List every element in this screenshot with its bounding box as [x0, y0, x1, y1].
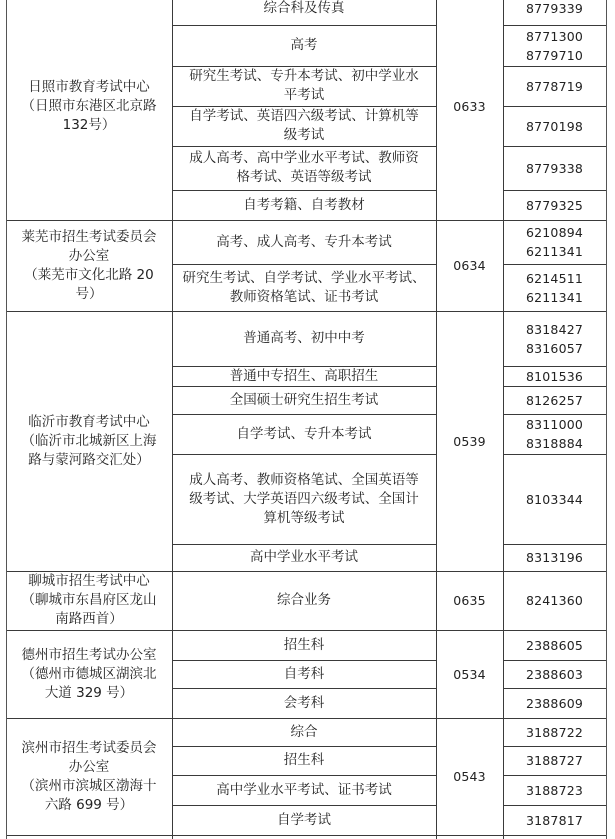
unit-cell-text: [6, 646, 172, 703]
row-divider: [172, 146, 437, 147]
service-cell-text: [172, 781, 436, 800]
text-line: 会考科: [283, 694, 325, 711]
text-line: 南路西首）: [55, 611, 123, 627]
row-divider: [172, 386, 437, 387]
text-line: 6214511: [525, 270, 584, 286]
text-line: （德州市德城区湖滨北: [21, 665, 157, 682]
row-divider: [503, 106, 607, 107]
row-divider: [503, 688, 607, 689]
phone-cell: [503, 746, 606, 775]
row-divider: [6, 835, 607, 836]
text-line: 高考: [290, 37, 318, 53]
text-line: 格考试、英语等级考试: [236, 169, 372, 185]
text-line: 六路 699 号）: [44, 796, 134, 813]
text-line: 132号）: [62, 116, 116, 133]
text-line: （滨州市滨城区渤海十: [21, 777, 157, 794]
area-code-cell: [436, 718, 503, 835]
unit-cell: [6, 220, 172, 311]
area-code-cell-text: [436, 767, 503, 786]
service-cell-text: [172, 751, 436, 770]
unit-cell: [6, 718, 172, 835]
row-divider: [172, 25, 437, 26]
text-line: 滨州市招生考试委员会: [21, 739, 157, 756]
text-line: 3188722: [525, 724, 584, 740]
text-line: 8313196: [525, 550, 584, 565]
row-divider: [503, 805, 607, 806]
phone-cell: [503, 146, 606, 190]
text-line: 路与蒙河路交汇处）: [28, 451, 150, 468]
service-cell: [172, 0, 436, 25]
text-line: 级考试: [283, 127, 325, 143]
phone-cell-text: [503, 548, 606, 567]
phone-cell-text: [503, 223, 606, 261]
row-divider: [503, 746, 607, 747]
phone-cell: [503, 190, 606, 220]
service-cell-text: [172, 591, 436, 610]
service-cell: [172, 106, 436, 146]
phone-cell: [503, 454, 606, 544]
phone-cell: [503, 264, 606, 311]
text-line: 0543: [453, 769, 486, 784]
service-cell: [172, 660, 436, 688]
service-cell-text: [172, 196, 436, 215]
row-divider: [172, 688, 437, 689]
service-cell-text: [172, 811, 436, 830]
phone-cell: [503, 414, 606, 454]
service-cell-text: [172, 367, 436, 386]
row-divider: [503, 66, 607, 67]
unit-cell-text: [6, 739, 172, 815]
text-line: 6211341: [525, 244, 584, 259]
service-cell-text: [172, 548, 436, 567]
service-cell: [172, 571, 436, 630]
service-cell: [172, 630, 436, 660]
phone-cell-text: [503, 117, 606, 136]
phone-cell-text: [503, 490, 606, 509]
text-line: 综合: [290, 723, 318, 740]
phone-cell-text: [503, 723, 606, 742]
service-cell-text: [172, 233, 436, 252]
text-line: 自学考试: [277, 811, 331, 828]
text-line: 办公室: [68, 758, 110, 775]
unit-cell-text: [6, 413, 172, 470]
service-cell-text: [172, 0, 436, 18]
area-code-cell: [436, 571, 503, 630]
service-cell-text: [172, 694, 436, 713]
service-cell: [172, 386, 436, 414]
text-line: 德州市招生考试办公室: [21, 646, 157, 663]
area-code-cell: [436, 220, 503, 311]
text-line: （日照市东港区北京路: [21, 97, 157, 114]
text-line: 8779325: [525, 197, 584, 213]
text-line: 8103344: [525, 491, 584, 507]
service-cell: [172, 746, 436, 775]
text-line: 莱芜市招生考试委员会: [21, 228, 157, 245]
row-divider: [172, 660, 437, 661]
phone-cell-text: [503, 781, 606, 800]
column-divider: [6, 0, 7, 839]
row-divider: [503, 264, 607, 265]
service-cell: [172, 366, 436, 386]
text-line: 教师资格笔试、证书考试: [229, 288, 379, 305]
text-line: 成人高考、高中学业水平考试、教师资: [189, 150, 419, 166]
text-line: 8778719: [525, 78, 584, 94]
area-code-cell-text: [436, 256, 503, 275]
text-line: 0539: [453, 433, 486, 449]
unit-cell: [6, 311, 172, 571]
phone-cell-text: [503, 591, 606, 610]
service-cell-text: [172, 149, 436, 187]
service-cell: [172, 775, 436, 805]
service-cell: [172, 190, 436, 220]
row-divider: [503, 146, 607, 147]
phone-cell: [503, 688, 606, 718]
row-divider: [503, 775, 607, 776]
text-line: 招生科: [283, 636, 325, 653]
text-line: 自学考试、英语四六级考试、计算机等: [189, 108, 419, 124]
service-cell: [172, 66, 436, 106]
unit-cell: [6, 630, 172, 718]
text-line: （莱芜市文化北路 20: [24, 266, 154, 283]
text-line: 研究生考试、自学考试、学业水平考试、: [182, 269, 426, 286]
service-cell: [172, 414, 436, 454]
phone-cell-text: [503, 694, 606, 713]
column-divider: [172, 0, 173, 839]
phone-cell: [503, 775, 606, 805]
row-divider: [172, 544, 437, 545]
text-line: 成人高考、教师资格笔试、全国英语等: [189, 471, 419, 488]
text-line: 0634: [453, 258, 486, 273]
service-cell-text: [172, 329, 436, 348]
text-line: 8770198: [525, 118, 584, 134]
service-cell: [172, 25, 436, 66]
column-divider: [503, 0, 504, 839]
row-divider: [503, 660, 607, 661]
text-line: 8316057: [525, 340, 584, 356]
text-line: 8241360: [525, 593, 584, 608]
text-line: 招生科: [283, 752, 325, 768]
phone-cell: [503, 0, 606, 25]
phone-cell: [503, 805, 606, 835]
service-cell-text: [172, 665, 436, 684]
text-line: 0534: [453, 666, 486, 682]
text-line: 6210894: [525, 225, 584, 240]
text-line: 8771300: [525, 28, 584, 44]
text-line: 2388603: [525, 666, 584, 682]
text-line: 2388609: [525, 695, 584, 711]
phone-cell-text: [503, 269, 606, 307]
row-divider: [172, 366, 437, 367]
service-cell: [172, 220, 436, 264]
row-divider: [503, 190, 607, 191]
row-divider: [172, 190, 437, 191]
phone-cell-text: [503, 811, 606, 830]
phone-cell: [503, 386, 606, 414]
row-divider: [172, 454, 437, 455]
phone-cell-text: [503, 159, 606, 178]
text-line: 临沂市教育考试中心: [28, 413, 150, 430]
row-divider: [503, 454, 607, 455]
phone-cell-text: [503, 415, 606, 453]
unit-cell-text: [6, 78, 172, 135]
text-line: 8126257: [525, 392, 584, 408]
row-divider: [172, 66, 437, 67]
text-line: 高考、成人高考、专升本考试: [216, 233, 392, 250]
service-cell: [172, 454, 436, 544]
phone-cell-text: [503, 0, 606, 18]
row-divider: [503, 414, 607, 415]
phone-cell-text: [503, 367, 606, 386]
area-code-cell-text: [436, 665, 503, 684]
area-code-cell: [436, 0, 503, 220]
text-line: 聊城市招生考试中心: [28, 573, 150, 589]
service-cell: [172, 718, 436, 746]
text-line: 普通高考、初中中考: [243, 330, 365, 346]
phone-cell-text: [503, 196, 606, 215]
text-line: 研究生考试、专升本考试、初中学业水: [189, 68, 419, 84]
service-cell-text: [172, 67, 436, 105]
area-code-cell: [436, 630, 503, 718]
row-divider: [172, 805, 437, 806]
phone-cell: [503, 571, 606, 630]
service-cell: [172, 146, 436, 190]
text-line: 6211341: [525, 289, 584, 305]
service-cell-text: [172, 36, 436, 55]
text-line: 算机等级考试: [263, 509, 345, 526]
phone-cell: [503, 718, 606, 746]
phone-cell-text: [503, 77, 606, 96]
service-cell: [172, 264, 436, 311]
text-line: 0635: [453, 593, 486, 608]
unit-cell-text: [6, 572, 172, 629]
text-line: 8318884: [525, 436, 584, 451]
row-divider: [172, 746, 437, 747]
area-code-cell-text: [436, 591, 503, 610]
text-line: 0633: [453, 98, 486, 114]
phone-cell: [503, 25, 606, 66]
text-line: 高中学业水平考试: [250, 549, 358, 565]
phone-cell: [503, 366, 606, 386]
phone-cell: [503, 66, 606, 106]
text-line: 高中学业水平考试、证书考试: [216, 781, 392, 798]
unit-cell-text: [6, 228, 172, 304]
phone-cell-text: [503, 320, 606, 358]
row-divider: [172, 775, 437, 776]
text-line: 综合科及传真: [263, 0, 345, 16]
phone-cell: [503, 220, 606, 264]
text-line: （临沂市北城新区上海: [21, 432, 157, 449]
phone-cell: [503, 311, 606, 366]
text-line: 3187817: [525, 812, 584, 828]
text-line: 2388605: [525, 637, 584, 653]
phone-cell-text: [503, 27, 606, 65]
service-cell: [172, 805, 436, 835]
row-divider: [503, 366, 607, 367]
row-divider: [503, 544, 607, 545]
service-cell-text: [172, 425, 436, 444]
phone-cell-text: [503, 665, 606, 684]
area-code-cell-text: [436, 432, 503, 451]
text-line: 3188723: [525, 782, 584, 798]
row-divider: [503, 386, 607, 387]
text-line: 全国硕士研究生招生考试: [229, 391, 379, 408]
phone-cell-text: [503, 751, 606, 770]
text-line: 平考试: [283, 87, 325, 103]
area-code-cell: [436, 311, 503, 571]
text-line: 自考考籍、自考教材: [243, 196, 365, 213]
text-line: 自考科: [283, 665, 325, 682]
phone-cell: [503, 660, 606, 688]
text-line: 8779338: [525, 160, 584, 176]
service-cell-text: [172, 391, 436, 410]
row-divider: [172, 264, 437, 265]
text-line: 综合业务: [277, 592, 331, 608]
text-line: 8101536: [525, 368, 584, 384]
unit-cell: [6, 0, 172, 220]
service-cell-text: [172, 107, 436, 145]
service-cell: [172, 311, 436, 366]
text-line: 级考试、大学英语四六级考试、全国计: [189, 490, 419, 507]
phone-cell-text: [503, 636, 606, 655]
service-cell-text: [172, 269, 436, 307]
service-cell-text: [172, 723, 436, 742]
column-divider: [606, 0, 607, 839]
text-line: 8311000: [525, 417, 584, 432]
phone-cell: [503, 544, 606, 571]
area-code-cell-text: [436, 97, 503, 116]
text-line: 办公室: [68, 247, 110, 264]
text-line: 8779339: [525, 1, 584, 16]
service-cell: [172, 544, 436, 571]
phone-cell: [503, 630, 606, 660]
text-line: 8318427: [525, 321, 584, 337]
column-divider: [436, 0, 437, 839]
service-cell-text: [172, 471, 436, 528]
text-line: 3188727: [525, 753, 584, 768]
service-cell: [172, 688, 436, 718]
text-line: 8779710: [525, 47, 584, 63]
row-divider: [172, 106, 437, 107]
text-line: 日照市教育考试中心: [28, 78, 150, 95]
text-line: 号）: [75, 285, 103, 302]
text-line: 普通中专招生、高职招生: [229, 367, 379, 384]
text-line: （聊城市东昌府区龙山: [21, 592, 157, 608]
phone-cell-text: [503, 391, 606, 410]
service-cell-text: [172, 636, 436, 655]
phone-cell: [503, 106, 606, 146]
row-divider: [503, 25, 607, 26]
text-line: 大道 329 号）: [44, 684, 134, 701]
text-line: 自学考试、专升本考试: [236, 425, 372, 442]
unit-cell: [6, 571, 172, 630]
row-divider: [172, 414, 437, 415]
